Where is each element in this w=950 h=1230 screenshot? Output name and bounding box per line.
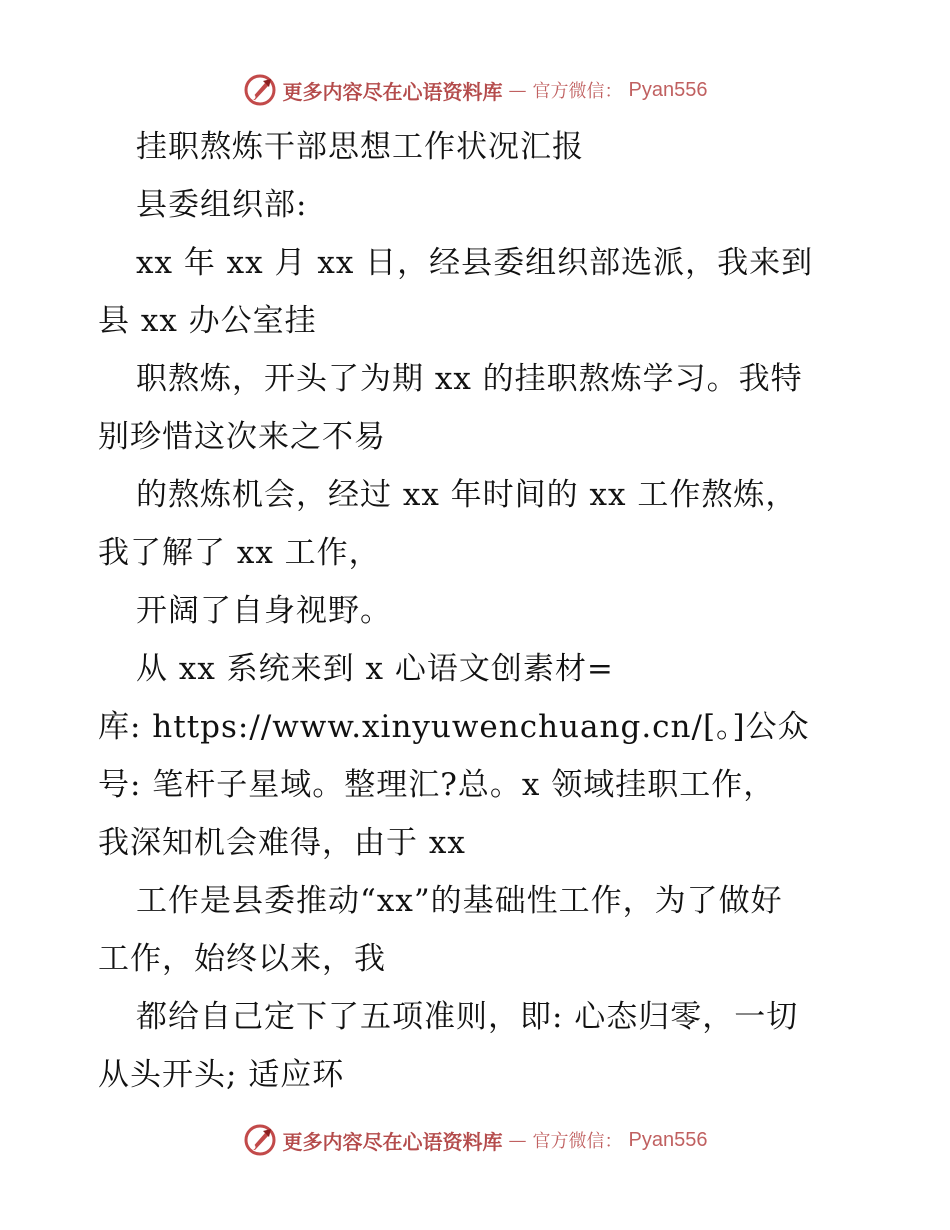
text-line: 开阔了自身视野。	[136, 593, 392, 629]
watermark-separator: —	[508, 1129, 527, 1151]
text-line: 的熬炼机会，经过 xx 年时间的 xx 工作熬炼，	[136, 477, 798, 513]
document-body	[98, 118, 858, 1104]
wechat-id: Pyan556	[628, 78, 708, 101]
quill-logo-icon	[243, 73, 277, 107]
document-title: 挂职熬炼干部思想工作状况汇报	[136, 129, 584, 165]
text-line: 我了解了 xx 工作，	[98, 535, 381, 571]
watermark-header	[0, 70, 950, 110]
wechat-label: 官方微信：	[532, 81, 623, 102]
text-line: 职熬炼，开头了为期 xx 的挂职熬炼学习。我特	[136, 361, 803, 397]
watermark-separator: —	[508, 79, 527, 101]
text-line: 从头开头; 适应环	[98, 1057, 345, 1093]
salutation: 县委组织部:	[136, 187, 308, 223]
watermark-text: 更多内容尽在心语资料库	[282, 79, 503, 104]
text-line: 工作，始终以来，我	[98, 941, 386, 977]
text-line: xx 年 xx 月 xx 日，经县委组织部选派，我来到	[136, 245, 814, 281]
wechat-label: 官方微信：	[532, 1131, 623, 1152]
text-line: 从 xx 系统来到 x 心语文创素材=	[136, 651, 614, 687]
text-line: 库: https://www.xinyuwenchuang.cn/[。]公众	[98, 709, 810, 745]
text-line: 我深知机会难得，由于 xx	[98, 825, 466, 861]
wechat-id: Pyan556	[628, 1128, 708, 1151]
watermark-text: 更多内容尽在心语资料库	[282, 1129, 503, 1154]
text-line: 工作是县委推动“xx”的基础性工作，为了做好	[136, 883, 783, 919]
text-line: 县 xx 办公室挂	[98, 303, 317, 339]
quill-logo-icon	[243, 1123, 277, 1157]
text-line: 号: 笔杆子星域。整理汇?总。x 领域挂职工作，	[98, 767, 776, 803]
text-line: 都给自己定下了五项准则，即: 心态归零，一切	[136, 999, 799, 1035]
text-line: 别珍惜这次来之不易	[98, 419, 386, 455]
watermark-footer	[0, 1120, 950, 1160]
